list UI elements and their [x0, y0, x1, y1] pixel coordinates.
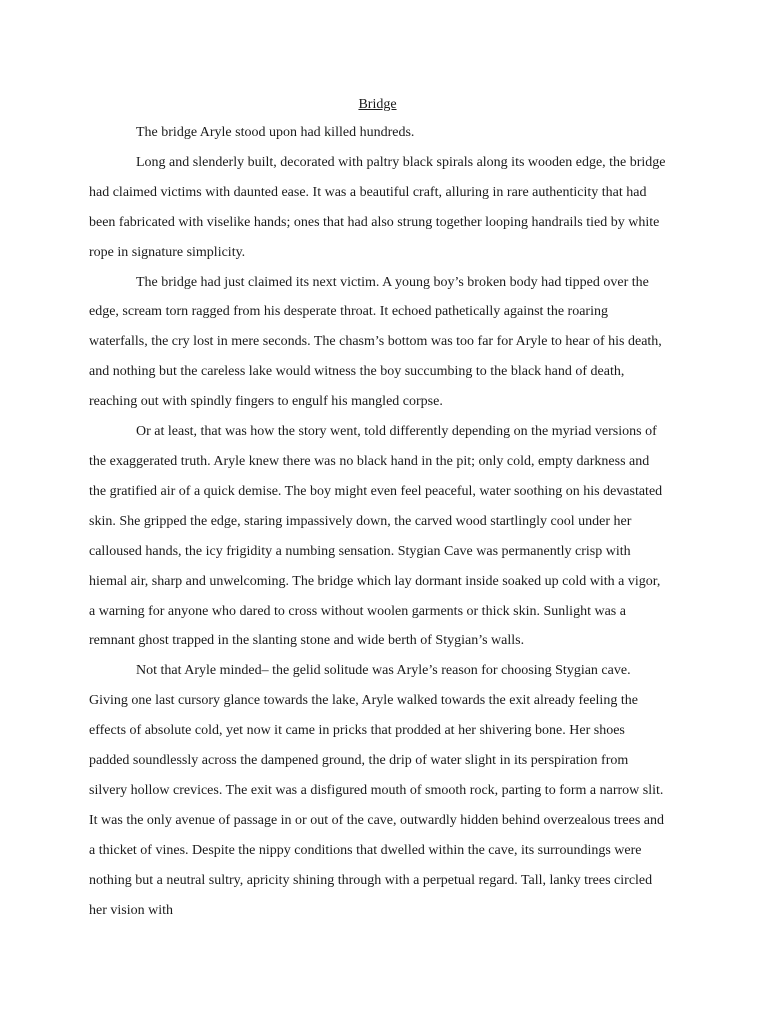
- document-title: Bridge: [358, 97, 397, 112]
- paragraph-4: Or at least, that was how the story went, told differently depending on the myriad versions of the exaggerated truth. Aryle knew there was no black hand in the pit; only cold, empty darkness and the gratified air of a quick demise. The boy might even feel peaceful, water soothing on his devastated skin. She gripped the edge, staring impassively down, the carved wood startlingly cool under her calloused hands, the icy frigidity a numbing sensation. Stygian Cave was permanently crisp with hiemal air, sharp and unwelcoming. The bridge which lay dormant inside soaked up cold with a vigor, a warning for anyone who dared to cross without woolen garments or thick skin. Sunlight was a remnant ghost trapped in the slanting stone and wide berth of Stygian’s walls.: [89, 424, 663, 649]
- paragraph-2: Long and slenderly built, decorated with paltry black spirals along its wooden edge, the bridge had claimed victims with daunted ease. It was a beautiful craft, alluring in rare authenticity that had been fabricated with viselike hands; ones that had also strung together looping handrails tied by white rope in signature simplicity.: [89, 154, 666, 260]
- paragraph-3: The bridge had just claimed its next victim. A young boy’s broken body had tipped over the edge, scream torn ragged from his desperate throat. It echoed pathetically against the roaring waterfalls, the cry lost in mere seconds. The chasm’s bottom was too far for Aryle to hear of his death, and nothing but the careless lake would witness the boy succumbing to the black hand of death, reaching out with spindly fingers to engulf his mangled corpse.: [89, 274, 662, 410]
- paragraph-5: Not that Aryle minded– the gelid solitude was Aryle’s reason for choosing Stygian cave. Giving one last cursory glance towards the lake, Aryle walked towards the exit already feeling the effects of absolute cold, yet now it came in pricks that prodded at her shivering bone. Her shoes padded soundlessly across the dampened ground, the drip of water slight in its perspiration from silvery hollow crevices. The exit was a disfigured mouth of smooth rock, parting to form a narrow slit. It was the only avenue of passage in or out of the cave, outwardly hidden behind overzealous trees and a thicket of vines. Despite the nippy conditions that dwelled within the cave, its surroundings were nothing but a neutral sultry, apricity shining through with a perpetual regard. Tall, lanky trees circled her vision with: [89, 663, 664, 918]
- paragraph-1: The bridge Aryle stood upon had killed hundreds.: [136, 125, 415, 140]
